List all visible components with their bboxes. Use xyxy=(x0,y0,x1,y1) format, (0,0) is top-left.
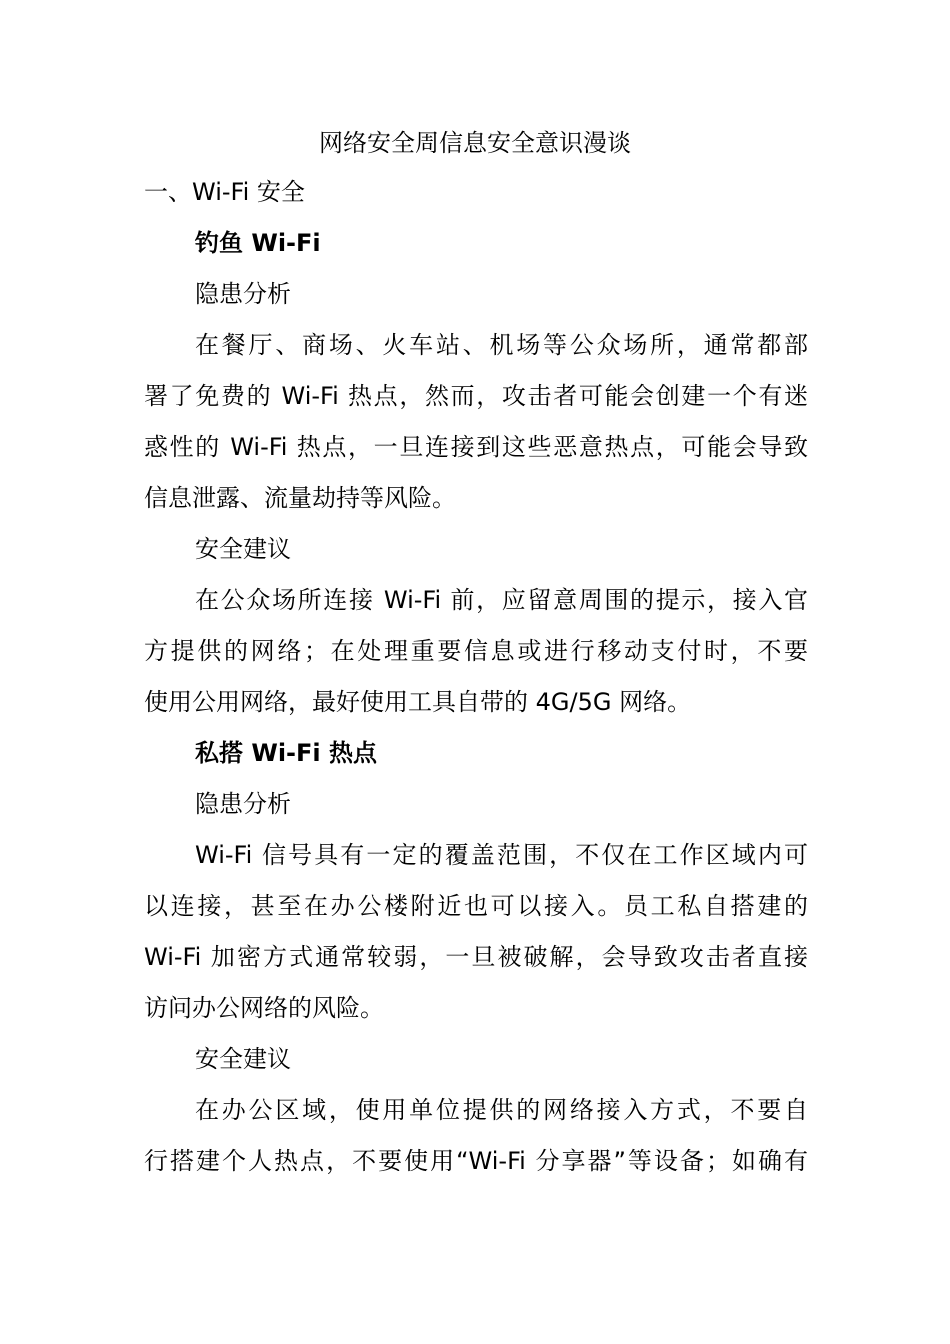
paragraph-line: 方提供的网络；在处理重要信息或进行移动支付时，不要 xyxy=(144,637,808,665)
paragraph-line: 在餐厅、商场、火车站、机场等公众场所，通常都部 xyxy=(195,331,808,359)
security-advice-label: 安全建议 xyxy=(195,1045,291,1073)
paragraph-line: Wi-Fi 加密方式通常较弱，一旦被破解，会导致攻击者直接 xyxy=(144,943,808,971)
section-heading: 一、Wi-Fi 安全 xyxy=(144,178,305,206)
paragraph-line: 信息泄露、流量劫持等风险。 xyxy=(144,484,456,512)
paragraph-line: 访问办公网络的风险。 xyxy=(144,994,384,1022)
paragraph-line: 署了免费的 Wi-Fi 热点，然而，攻击者可能会创建一个有迷 xyxy=(144,382,808,410)
paragraph-line: 使用公用网络，最好使用工具自带的 4G/5G 网络。 xyxy=(144,688,692,716)
paragraph-line: 在办公区域，使用单位提供的网络接入方式，不要自 xyxy=(195,1096,808,1124)
document-title: 网络安全周信息安全意识漫谈 xyxy=(319,129,631,157)
security-advice-label: 安全建议 xyxy=(195,535,291,563)
paragraph-line: 惑性的 Wi-Fi 热点，一旦连接到这些恶意热点，可能会导致 xyxy=(144,433,808,461)
paragraph-line: Wi-Fi 信号具有一定的覆盖范围，不仅在工作区域内可 xyxy=(195,841,808,869)
document-body xyxy=(144,167,808,1187)
risk-analysis-label: 隐患分析 xyxy=(195,280,291,308)
subsection-heading-private-hotspot: 私搭 Wi-Fi 热点 xyxy=(195,739,377,767)
paragraph-line: 行搭建个人热点，不要使用“Wi-Fi 分享器”等设备；如确有 xyxy=(144,1147,808,1175)
paragraph-line: 以连接，甚至在办公楼附近也可以接入。员工私自搭建的 xyxy=(144,892,808,920)
risk-analysis-label: 隐患分析 xyxy=(195,790,291,818)
subsection-heading-phishing-wifi: 钓鱼 Wi-Fi xyxy=(195,229,321,257)
paragraph-line: 在公众场所连接 Wi-Fi 前，应留意周围的提示，接入官 xyxy=(195,586,808,614)
